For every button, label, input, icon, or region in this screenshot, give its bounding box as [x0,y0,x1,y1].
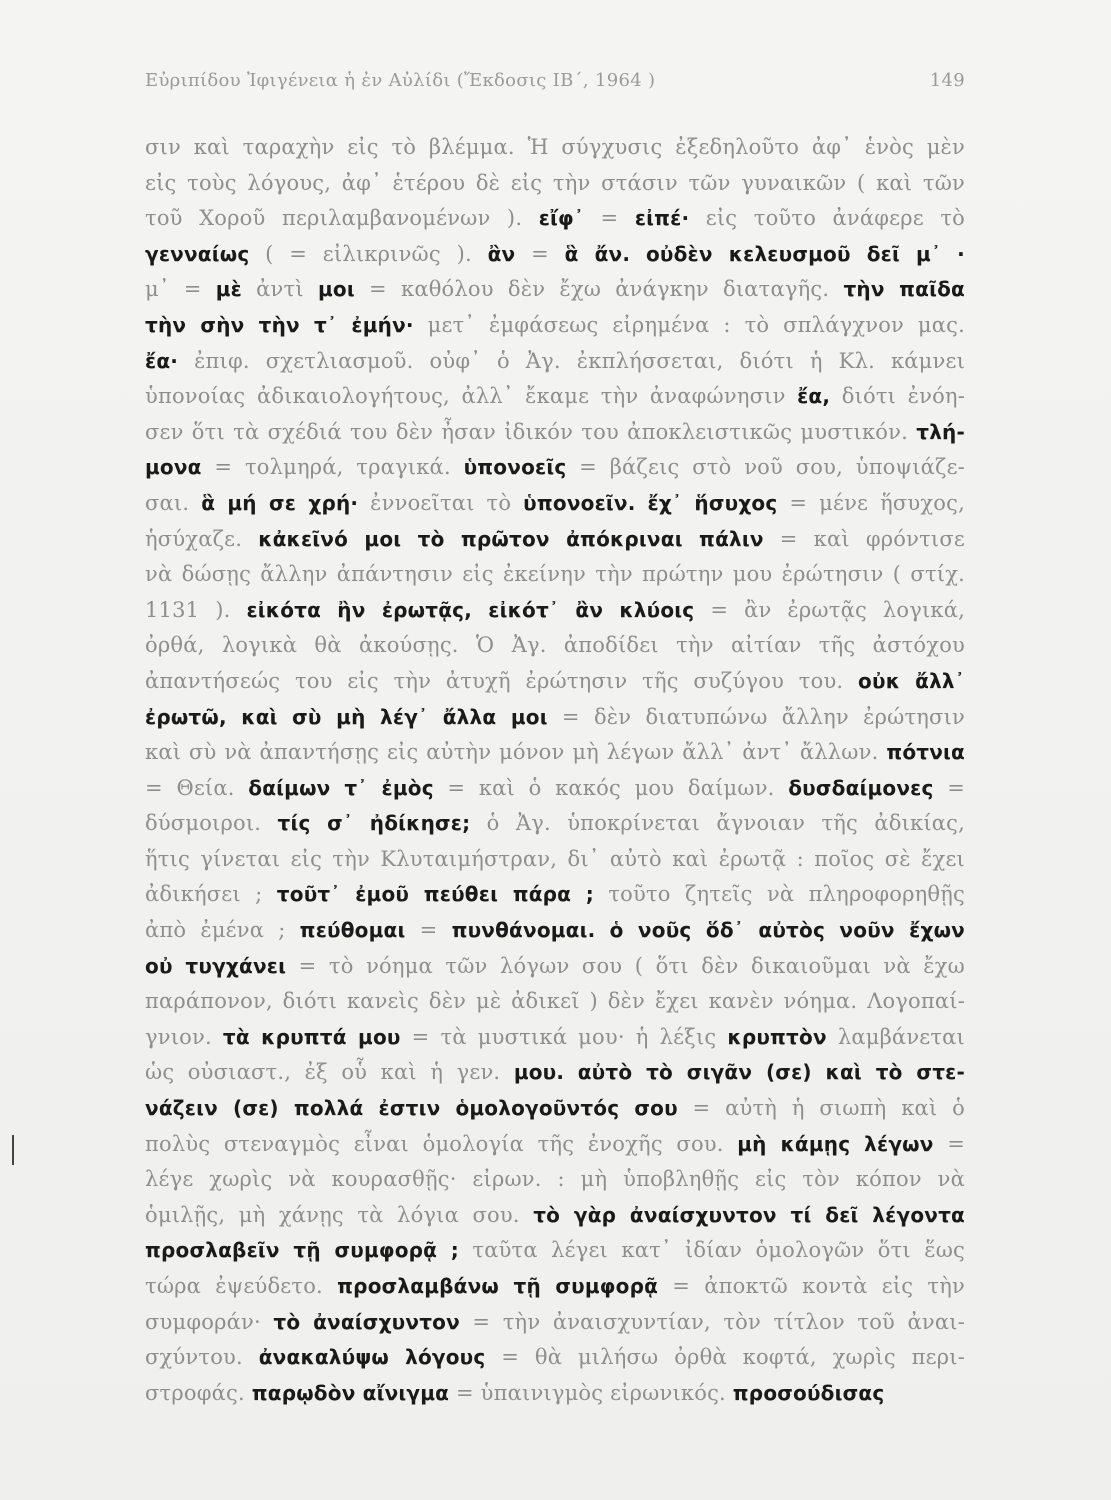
gloss-text: = ὑπαινιγμὸς εἰρωνικός. [449,1380,733,1405]
gloss-text: σεν ὅτι τὰ σχέδιά του δὲν ἦσαν ἰδικόν του ἀποκλειστικῶς μυστικόν. [145,419,917,444]
running-title: Εὐριπίδου Ἰφιγένεια ἡ ἐν Αὐλίδι (Ἔκδοσις ΙΒ΄, 1964 ) [145,70,656,91]
gloss-text: μετ᾽ ἐμφάσεως εἰρημένα : τὸ σπλάγχνον μας. [413,312,965,337]
text-line [145,593,965,629]
text-line [145,1233,965,1269]
text-line [145,700,965,736]
lemma-term: πυνθάνομαι. [451,918,596,943]
text-line [145,806,965,842]
lemma-term: τλή- [916,419,965,444]
lemma-term: τὴν σὴν τὴν τ᾽ ἐμήν· [145,312,414,337]
gloss-text: ὁμιλῇς, μὴ χάνῃς τὰ λόγια σου. [145,1202,534,1227]
gloss-text: ἥτις γίνεται εἰς τὴν Κλυταιμήστραν, δι᾽ αὐτὸ καὶ ἐρωτᾷ : ποῖος σὲ ἔχει [145,846,965,871]
lemma-term: ἐρωτῶ, καὶ σὺ μὴ λέγ᾽ ἄλλα μοι [145,704,548,729]
text-line [145,1305,965,1341]
text-line [145,1340,965,1376]
gloss-text: σχύντου. [145,1345,259,1370]
gloss-text: πολὺς στεναγμὸς εἶναι ὁμολογία τῆς ἐνοχῆς σου. [145,1131,738,1156]
text-line [145,1020,965,1056]
lemma-term: ἃ μή σε χρή· [201,490,359,515]
lemma-term: εἰπέ· [634,206,690,231]
gloss-text: = τὰ μυστικά μου· ἡ λέξις [400,1024,728,1049]
text-line [145,1376,965,1412]
text-line [145,664,965,700]
text-line [145,628,965,664]
gloss-text: = Θεία. [145,775,249,800]
gloss-text: στροφάς. [145,1380,252,1405]
running-header [145,70,965,98]
gloss-text: 1131 ). [145,597,247,622]
gloss-text: δύσμοιροι. [145,811,278,836]
gloss-text: ἀντὶ [241,277,318,302]
text-line [145,272,965,308]
lemma-term: τοῦτ᾽ ἐμοῦ πεύθει πάρα ; [276,882,594,907]
text-line [145,344,965,380]
text-line [145,984,965,1020]
lemma-term: προσλαμβάνω τῇ συμφορᾷ [337,1274,659,1298]
lemma-term: τὸ ἀναίσχυντον [273,1309,460,1334]
gloss-text: = [405,918,452,943]
gloss-text: σιν καὶ ταραχὴν εἰς τὸ βλέμμα. Ἡ σύγχυσις ἐξεδηλοῦτο ἀφ᾽ ἑνὸς μὲν [145,135,965,159]
lemma-term: μοι [317,277,355,302]
lemma-term: αὐτὸ τὸ σιγᾶν (σε) καὶ τὸ στε- [577,1060,965,1085]
lemma-term: ἔα, [797,384,831,409]
gloss-text: τοῦ Χοροῦ περιλαμβανομένων ). [145,206,539,231]
gloss-text [564,1060,578,1084]
gloss-text: εἰς τοὺς λόγους, ἀφ᾽ ἑτέρου δὲ εἰς τὴν στάσιν τῶν γυναικῶν ( καὶ τῶν [145,170,965,195]
text-line [145,1198,965,1234]
gloss-text: γνιον. [145,1024,223,1049]
gloss-text: λαμβάνεται [826,1024,965,1049]
lemma-term: ὑπονοεῖν. [523,490,636,515]
lemma-term: εἴφ᾽ [538,206,585,231]
lemma-term: οὐ τυγχάνει [145,953,287,978]
lemma-term: ἀνακαλύψω λόγους [258,1345,486,1370]
page-number: 149 [929,70,965,91]
gloss-text [630,242,646,266]
gloss-text: ἡσύχαζε. [145,526,259,551]
gloss-text: ἐννοεῖται τὸ [358,490,524,515]
lemma-term: μονα [145,455,202,480]
lemma-term: ὑπονοεῖς [463,455,567,480]
text-line [145,771,965,807]
text-line [145,1269,965,1305]
gloss-text: σαι. [145,490,202,515]
gloss-text: λέγε χωρὶς νὰ κουρασθῇς· εἰρων. : μὴ ὑποβληθῇς εἰς τὸν κόπον νὰ [145,1167,965,1192]
lemma-term: μου. [513,1060,565,1085]
gloss-text: ὁ Ἀγ. ὑποκρίνεται ἄγνοιαν τῆς ἀδικίας, [470,811,965,836]
text-line [145,237,965,273]
gloss-text: = βάζεις στὸ νοῦ σου, ὑποψιάζε- [566,455,965,480]
text-line [145,1127,965,1163]
lemma-term: πότνια [886,740,965,765]
text-line [145,735,965,771]
gloss-text: = τὸ νόημα τῶν λόγων σου ( ὅτι δὲν δικαιοῦμαι νὰ ἔχω [286,953,965,978]
text-line [145,486,965,522]
gloss-text: παράπονον, διότι κανεὶς δὲν μὲ ἀδικεῖ ) δὲν ἔχει κανὲν νόημα. Λογοπαί- [145,989,965,1014]
gloss-text: = τὴν ἀναισχυντίαν, τὸν τίτλον τοῦ ἀναι- [459,1309,965,1334]
gloss-text: ἀπαντήσεώς του εἰς τὴν ἀτυχῆ ἐρώτησιν τῆς συζύγου του. [145,668,859,693]
gloss-text: ὀρθά, λογικὰ θὰ ἀκούσῃς. Ὁ Ἀγ. ἀποδίδει τὴν αἰτίαν τῆς ἀστόχου [145,633,965,658]
commentary-text [145,130,965,1411]
gloss-text: ὡς οὐσιαστ., ἐξ οὗ καὶ ἡ γεν. [145,1060,514,1085]
text-line [145,379,965,415]
gloss-text: = καὶ ὁ κακός μου δαίμων. [433,775,789,800]
lemma-term: δαίμων τ᾽ ἐμὸς [248,775,434,800]
text-line [145,557,965,593]
gloss-text: ἐπιφ. σχετλιασμοῦ. οὐφ᾽ ὁ Ἀγ. ἐκπλήσσεται, διότι ἡ Κλ. κάμνει [178,348,965,373]
gloss-text: εἰς τοῦτο ἀνάφερε τὸ [689,206,965,231]
gloss-text: = θὰ μιλήσω ὀρθὰ κοφτά, χωρὶς περι- [485,1345,965,1370]
text-line [145,308,965,344]
text-line [145,913,965,949]
gloss-text [636,491,648,515]
gloss-text: ἀδικήσει ; [145,882,277,907]
text-line [145,415,965,451]
gloss-text: ὑπονοίας ἀδικαιολογήτους, ἀλλ᾽ ἔκαμε τὴν ἀναφώνησιν [145,384,798,409]
text-line [145,1055,965,1091]
lemma-term: ὁ νοῦς ὅδ᾽ αὐτὸς νοῦν ἔχων [609,918,965,943]
gloss-text: νὰ δώσῃς ἄλλην ἀπάντησιν εἰς ἐκείνην τὴν πρώτην μου ἐρώτησιν ( στίχ. [145,562,965,587]
gloss-text: = δὲν διατυπώνω ἄλλην ἐρώτησιν [547,704,965,729]
gloss-text: ( = εἰλικρινῶς ). [249,241,488,266]
text-line [145,130,965,166]
text-line [145,1091,965,1127]
lemma-term: εἰκότα ἢν ἐρωτᾷς, εἰκότ᾽ ἂν κλύοις [246,597,695,622]
lemma-term: προσλαβεῖν τῇ συμφορᾷ ; [145,1238,459,1263]
lemma-term: πεύθομαι [299,918,406,943]
text-line [145,522,965,558]
lemma-term: νάζειν (σε) πολλά ἐστιν ὁμολογοῦντός σου [145,1096,678,1121]
gloss-text: καὶ σὺ νὰ ἀπαντήσῃς εἰς αὐτὴν μόνον μὴ λέγων ἄλλ᾽ ἀντ᾽ ἄλλων. [145,740,887,765]
lemma-term: ἂν [487,241,516,266]
lemma-term: ἔα· [145,348,179,373]
text-line [145,450,965,486]
text-line [145,842,965,878]
gloss-text: = [933,775,965,800]
lemma-term: μὴ κάμῃς λέγων [737,1131,934,1156]
gloss-text: συμφοράν· [145,1309,274,1334]
text-line [145,949,965,985]
gloss-text: ἀπὸ ἐμένα ; [145,918,300,943]
lemma-term: οὐκ ἄλλ᾽ [858,668,965,693]
gloss-text: = καὶ φρόντισε [763,526,965,551]
margin-mark [12,1135,14,1165]
text-line [145,1162,965,1198]
gloss-text: = [584,206,635,231]
lemma-term: παρῳδὸν αἴνιγμα [251,1380,450,1405]
lemma-term: τὴν παῖδα [843,277,965,302]
gloss-text: μ᾽ = [145,277,216,302]
lemma-term: τίς σ᾽ ἠδίκησε; [277,811,471,836]
lemma-term: κρυπτὸν [727,1024,827,1049]
gloss-text: τώρα ἐψεύδετο. [145,1274,338,1298]
text-line [145,201,965,237]
text-line [145,877,965,913]
lemma-term: ἔχ᾽ ἥσυχος [647,490,778,515]
gloss-text: = τολμηρά, τραγικά. [201,455,464,480]
gloss-text: = [515,241,565,266]
lemma-term: τὰ κρυπτά μου [222,1024,401,1049]
lemma-term: δυσδαίμονες [788,775,934,800]
gloss-text: τοῦτο ζητεῖς νὰ πληροφορηθῇς [593,882,965,907]
gloss-text [595,918,609,942]
gloss-text: = ἀποκτῶ κοντὰ εἰς τὴν [658,1274,965,1298]
gloss-text: = καθόλου δὲν ἔχω ἀνάγκην διαταγῆς. [354,277,844,302]
lemma-term: γενναίως [145,241,250,266]
gloss-text: διότι ἐνόη- [830,384,965,409]
lemma-term: οὐδὲν κελευσμοῦ δεῖ μ᾽ · [645,241,965,266]
lemma-term: κἀκεῖνό μοι τὸ πρῶτον ἀπόκριναι πάλιν [258,526,764,551]
gloss-text: = ἂν ἐρωτᾷς λογικά, [694,597,965,622]
lemma-term: τὸ γὰρ ἀναίσχυντον τί δεῖ λέγοντα [533,1202,965,1227]
text-line [145,166,965,202]
gloss-text: = αὐτὴ ἡ σιωπὴ καὶ ὁ [677,1096,965,1121]
gloss-text: = [933,1131,965,1156]
gloss-text: = μένε ἥσυχος, [777,490,965,515]
lemma-term: μὲ [215,277,242,302]
gloss-text: ταῦτα λέγει κατ᾽ ἰδίαν ὁμολογῶν ὅτι ἕως [459,1238,965,1263]
lemma-term: ἃ ἄν. [564,241,631,266]
lemma-term: προσούδισας [732,1380,885,1405]
